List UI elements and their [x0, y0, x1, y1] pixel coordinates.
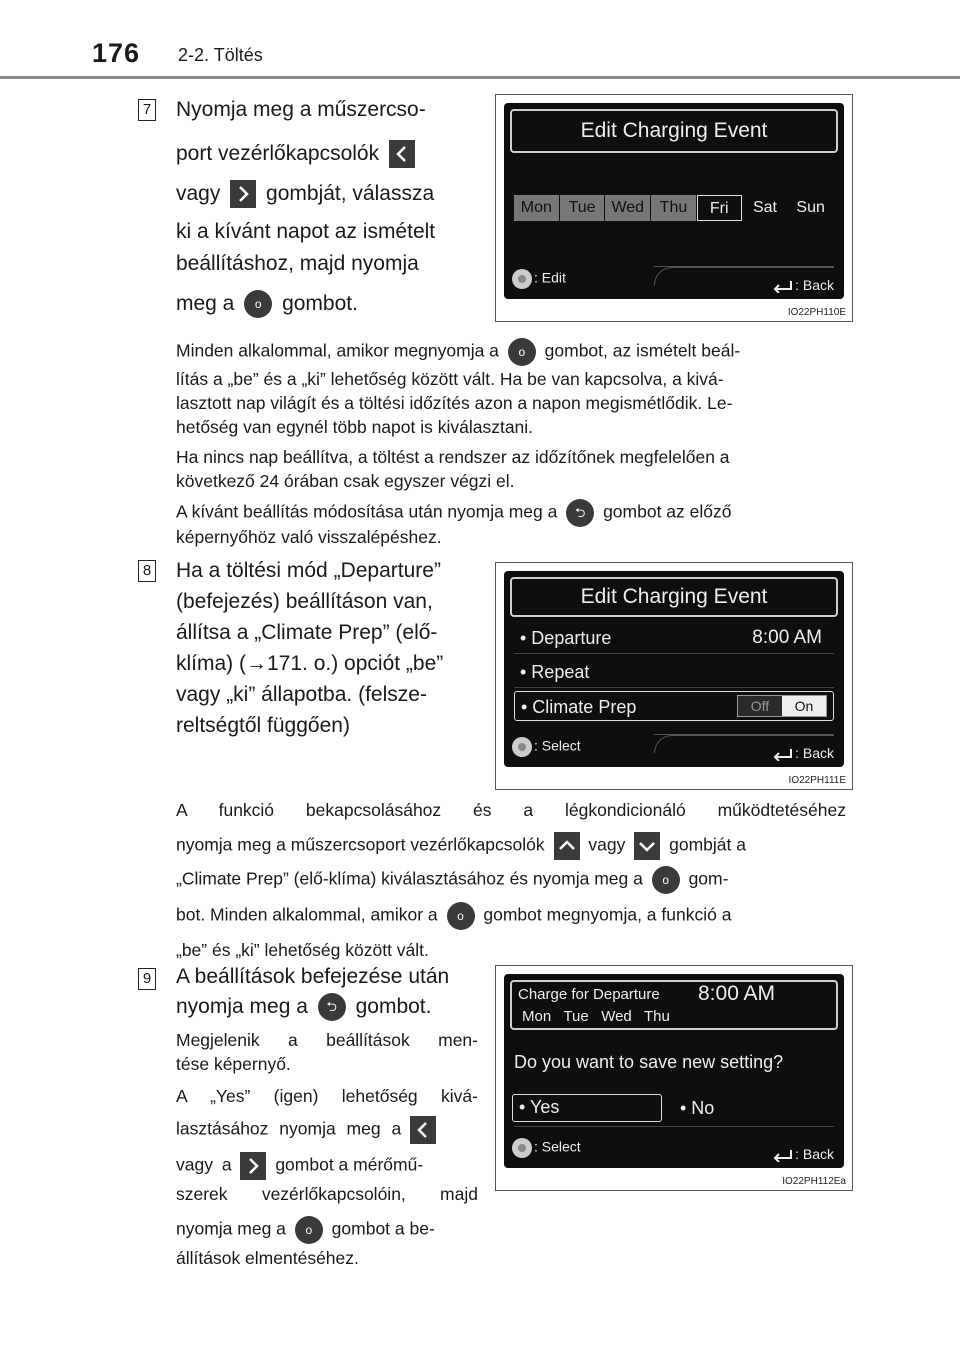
- text-line: Ha nincs nap beállítva, a töltést a rendszer az időzítőnek megfelelően a: [176, 447, 730, 467]
- day-sat[interactable]: Sat: [752, 199, 777, 216]
- text-fragment: gombot a mérőmű-: [275, 1154, 424, 1175]
- save-question: Do you want to save new setting?: [514, 1052, 784, 1072]
- text-line: [176, 139, 476, 179]
- step-9-instruction: [176, 962, 476, 1028]
- display-screen: [504, 571, 844, 767]
- text-fragment: gombját, válassza: [266, 182, 435, 205]
- step-8-instruction: [176, 556, 486, 742]
- text-line: A funkció bekapcsolásához és a légkondicionáló működtetéséhez: [176, 800, 846, 820]
- text-line: Megjelenik a beállítások men-: [176, 1030, 478, 1050]
- display-screen: [504, 974, 844, 1168]
- text-line: klíma) (→171. o.) opciót „be”: [176, 652, 444, 675]
- text-fragment: gombot megnyomja, a funkció a: [483, 904, 732, 925]
- departure-summary-box: [510, 980, 838, 1030]
- enter-button-icon: o: [244, 290, 272, 318]
- knob-icon: [512, 737, 532, 757]
- text-line: A beállítások befejezése után: [176, 965, 450, 988]
- divider: [514, 653, 834, 654]
- step-9-notes: [176, 1028, 478, 1272]
- back-arrow-icon: [771, 1148, 793, 1162]
- text-fragment: lasztásához nyomja meg a: [176, 1118, 402, 1139]
- day-tue[interactable]: Tue: [560, 195, 605, 221]
- text-line: szerek vezérlőkapcsolóin, majd: [176, 1184, 478, 1204]
- text-fragment: gombot a be-: [331, 1218, 435, 1239]
- text-fragment: A kívánt beállítás módosítása után nyomja meg a: [176, 501, 558, 522]
- text-fragment: gombot.: [355, 995, 432, 1018]
- section-title: 2-2. Töltés: [178, 45, 263, 65]
- text-line: [176, 992, 476, 1028]
- text-line: következő 24 órában csak egyszer végzi el.: [176, 471, 515, 491]
- text-fragment: vagy a: [176, 1154, 232, 1175]
- figure-edit-charging-event-days: [495, 94, 853, 322]
- day-thu[interactable]: Thu: [651, 195, 696, 221]
- text-fragment: port vezérlőkapcsolók: [176, 142, 380, 165]
- screen-title: Edit Charging Event: [510, 577, 838, 617]
- screen-title: Edit Charging Event: [510, 109, 838, 153]
- text-fragment: nyomja meg a: [176, 995, 308, 1018]
- display-screen: [504, 103, 844, 299]
- text-line: [176, 902, 846, 938]
- day-wed[interactable]: Wed: [605, 195, 650, 221]
- toggle-off[interactable]: Off: [738, 696, 782, 716]
- no-option[interactable]: • No: [680, 1098, 715, 1118]
- decor-line: [654, 266, 834, 268]
- text-line: [176, 338, 846, 367]
- step-7-badge: 7: [138, 99, 156, 121]
- back-button-icon: ⮌: [566, 499, 594, 527]
- chevron-left-icon: [389, 140, 415, 168]
- divider: [514, 1126, 834, 1127]
- text-line: reltségtől függően): [176, 714, 350, 737]
- figure-edit-charging-event-climate: [495, 562, 853, 790]
- text-line: „be” és „ki” lehetőség között vált.: [176, 940, 429, 960]
- softkey-label: : Select: [534, 1138, 581, 1155]
- charge-for-label: Charge for Departure: [518, 986, 660, 1003]
- departure-time: 8:00 AM: [698, 982, 776, 1005]
- text-line: hetőség van egynél több napot is kiválasztani.: [176, 417, 534, 437]
- page-header: [0, 0, 960, 80]
- text-line: [176, 832, 846, 866]
- back-softkey[interactable]: [771, 1146, 834, 1162]
- softkey-label: : Back: [795, 276, 834, 293]
- chevron-right-icon: [240, 1152, 266, 1180]
- figure-code: IO22PH110E: [787, 307, 846, 318]
- page-number: 176: [92, 38, 141, 68]
- enter-button-icon: o: [295, 1216, 323, 1244]
- climate-prep-toggle[interactable]: [737, 695, 827, 717]
- text-line: [176, 1152, 478, 1182]
- row-label: • Departure: [520, 628, 612, 648]
- step-8-badge: 8: [138, 560, 156, 582]
- decor-line: [654, 734, 834, 736]
- departure-row[interactable]: [514, 623, 834, 653]
- yes-option[interactable]: • Yes: [512, 1094, 662, 1122]
- text-line: lasztott nap világít és a töltési időzítés azon a napon megismétlődik. Le-: [176, 393, 733, 413]
- text-line: képernyőhöz való visszalépéshez.: [176, 527, 442, 547]
- text-line: állítások elmentéséhez.: [176, 1248, 359, 1268]
- text-fragment: meg a: [176, 292, 235, 315]
- toggle-on[interactable]: On: [782, 696, 826, 716]
- text-line: Ha a töltési mód „Departure”: [176, 559, 441, 582]
- step-9-badge: 9: [138, 968, 156, 990]
- text-line: [176, 1116, 478, 1152]
- softkey-label: : Back: [795, 1145, 834, 1162]
- climate-prep-row[interactable]: [514, 691, 834, 721]
- text-fragment: gombot az előző: [603, 501, 732, 522]
- departure-time: 8:00 AM: [752, 627, 822, 648]
- select-softkey[interactable]: [512, 737, 581, 757]
- text-line: beállításhoz, majd nyomja: [176, 252, 419, 275]
- chevron-up-icon: [554, 832, 580, 860]
- knob-icon: [512, 269, 532, 289]
- row-label: • Climate Prep: [521, 697, 637, 717]
- softkey-label: : Edit: [534, 269, 566, 286]
- knob-icon: [512, 1138, 532, 1158]
- chevron-left-icon: [410, 1116, 436, 1144]
- text-fragment: vagy: [588, 834, 626, 855]
- text-fragment: Minden alkalommal, amikor megnyomja a: [176, 340, 499, 361]
- text-line: ki a kívánt napot az ismételt: [176, 220, 436, 243]
- back-arrow-icon: [771, 279, 793, 293]
- text-fragment: gom-: [688, 868, 729, 889]
- text-line: vagy „ki” állapotba. (felsze-: [176, 683, 427, 706]
- repeat-days: Mon Tue Wed Thu: [522, 1008, 670, 1025]
- figure-code: IO22PH112Ea: [782, 1176, 846, 1187]
- day-fri[interactable]: Fri: [697, 195, 742, 221]
- text-fragment: „Climate Prep” (elő-klíma) kiválasztásához és nyomja meg a: [176, 868, 643, 889]
- text-line: tése képernyő.: [176, 1054, 291, 1074]
- day-selector: [514, 195, 834, 223]
- figure-save-settings: [495, 965, 853, 1191]
- text-line: A „Yes” (igen) lehetőség kivá-: [176, 1086, 478, 1106]
- text-fragment: gombját a: [669, 834, 746, 855]
- day-mon[interactable]: Mon: [514, 195, 559, 221]
- text-line: [176, 289, 476, 329]
- text-fragment: vagy: [176, 182, 221, 205]
- enter-button-icon: o: [652, 866, 680, 894]
- back-softkey[interactable]: [771, 745, 834, 761]
- select-softkey[interactable]: [512, 1138, 581, 1158]
- text-line: lítás a „be” és a „ki” lehetőség között vált. Ha be van kapcsolva, a kivá-: [176, 369, 724, 389]
- enter-button-icon: o: [508, 338, 536, 366]
- edit-softkey[interactable]: [512, 269, 566, 289]
- step-7-instruction: [176, 95, 476, 329]
- day-sun[interactable]: Sun: [796, 199, 825, 216]
- text-line: [176, 866, 846, 902]
- text-line: Nyomja meg a műszercso-: [176, 98, 426, 121]
- text-line: [176, 1216, 478, 1246]
- chevron-down-icon: [634, 832, 660, 860]
- back-softkey[interactable]: [771, 277, 834, 293]
- enter-button-icon: o: [447, 902, 475, 930]
- step-8-notes: [176, 798, 846, 964]
- back-arrow-icon: [771, 747, 793, 761]
- softkey-label: : Back: [795, 744, 834, 761]
- text-line: [176, 179, 476, 217]
- divider: [514, 687, 834, 688]
- text-fragment: nyomja meg a műszercsoport vezérlőkapcsolók: [176, 834, 545, 855]
- softkey-label: : Select: [534, 737, 581, 754]
- chevron-right-icon: [230, 180, 256, 208]
- text-line: állítsa a „Climate Prep” (elő-: [176, 621, 438, 644]
- figure-code: IO22PH111E: [788, 775, 846, 786]
- text-line: (befejezés) beállításon van,: [176, 590, 433, 613]
- repeat-row[interactable]: • Repeat: [520, 662, 590, 682]
- text-fragment: nyomja meg a: [176, 1218, 286, 1239]
- step-7-notes: [176, 338, 846, 549]
- back-button-icon: ⮌: [318, 993, 346, 1021]
- header-divider: [0, 76, 960, 79]
- text-fragment: gombot.: [282, 292, 358, 315]
- text-fragment: bot. Minden alkalommal, amikor a: [176, 904, 438, 925]
- text-fragment: gombot, az ismételt beál-: [544, 340, 741, 361]
- text-line: [176, 499, 846, 525]
